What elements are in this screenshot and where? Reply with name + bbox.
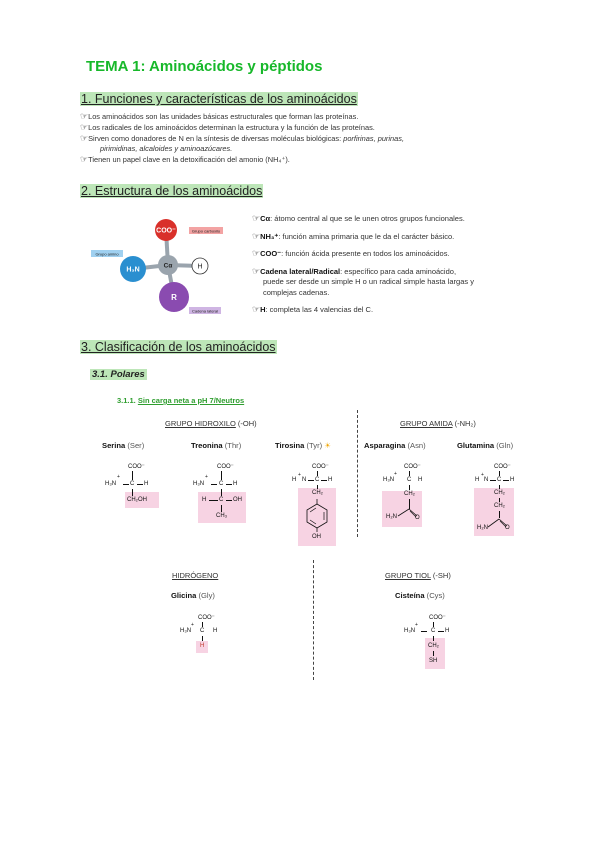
nitrogen: N (302, 477, 307, 483)
aa-serina: Serina (Ser) (102, 441, 145, 450)
methylene: CH₂ (494, 490, 505, 496)
aa-glutamina: Glutamina (Gln) (457, 441, 514, 450)
side-chain: CH₂OH (127, 497, 147, 503)
hydrogen: H (144, 481, 149, 487)
hand-pointer-icon: ☞ (80, 111, 89, 121)
bond (503, 480, 509, 481)
hydroxyl: OH (233, 497, 242, 503)
list-item: ☞Los aminoácidos son las unidades básicas estructurales que forman las proteínas. (80, 111, 359, 121)
hand-pointer-icon: ☞ (252, 304, 261, 314)
hydrogen-side-chain: H (200, 643, 205, 649)
ammonium-h: H (292, 477, 297, 483)
amino-atom-label: H₃N (126, 266, 140, 274)
hydrogen-label: H (197, 263, 203, 271)
aa-asparagina: Asparagina (Asn) (364, 441, 426, 450)
carboxylate: COO⁻ (217, 464, 234, 470)
bond (317, 485, 318, 489)
plus-charge: + (415, 622, 418, 628)
list-item: pirimidinas, alcaloides y aminoazúcares. (100, 144, 233, 153)
ammonium: H₃N (180, 628, 192, 634)
amino-acid-structure-diagram (85, 210, 260, 325)
carboxylate: COO⁻ (404, 464, 421, 470)
beta-carbon: C (219, 497, 224, 503)
plus-charge: + (481, 472, 484, 478)
carboxyl-atom-label: COO⁻ (156, 227, 176, 235)
bond (317, 471, 318, 476)
bond (499, 471, 500, 476)
bond (202, 622, 203, 627)
list-item: complejas cadenas. (263, 287, 330, 297)
bond (438, 631, 444, 632)
divider (357, 410, 358, 537)
bond (226, 500, 232, 501)
list-item: puede ser desde un simple H o un radical simple hasta largas y (263, 277, 474, 286)
plus-charge: + (191, 622, 194, 628)
hand-pointer-icon: ☞ (80, 122, 89, 132)
alpha-carbon: C (200, 628, 205, 634)
aa-glicina: Glicina (Gly) (171, 591, 215, 600)
hand-pointer-icon: ☞ (252, 248, 261, 258)
carbonyl-oxygen: O (505, 525, 510, 531)
subsection-polares: 3.1. Polares (92, 369, 145, 380)
bond (132, 471, 133, 480)
bond (321, 480, 327, 481)
hydrogen: H (510, 477, 515, 483)
carboxylate: COO⁻ (198, 615, 215, 621)
alpha-carbon: C (407, 477, 412, 483)
bond (221, 471, 222, 480)
list-item: ☞NH₃⁺: función amina primaria que le da el carácter básico. (252, 230, 455, 241)
section-2-heading: 2. Estructura de los aminoácidos (81, 184, 263, 198)
list-item: ☞Cα: átomo central al que se le unen otros grupos funcionales. (252, 213, 465, 223)
group-hidrogeno-header: HIDRÓGENO (172, 571, 219, 580)
bond (433, 651, 434, 656)
sun-icon: ☀ (324, 441, 332, 450)
bond (209, 500, 218, 501)
bond (132, 489, 133, 496)
plus-charge: + (298, 472, 301, 478)
ammonium: H₃N (193, 481, 205, 487)
list-item: ☞Sirven como donadores de N en la síntesis de diversas moléculas biológicas: porfirinas, purinas, (80, 133, 404, 143)
alpha-carbon: C (315, 477, 320, 483)
aa-cisteina: Cisteína (Cys) (395, 591, 445, 600)
group-hidroxilo-header: GRUPO HIDROXILO (-OH) (165, 419, 257, 428)
alpha-carbon-label: Cα (163, 262, 173, 270)
methylene: CH₂ (494, 503, 505, 509)
ammonium: H₃N (105, 481, 117, 487)
section-1-bullets (80, 111, 520, 165)
hydrogen: H (202, 497, 207, 503)
methylene: CH₂ (312, 490, 323, 496)
list-item: ☞COO⁻: función ácida presente en todos los aminoácidos. (252, 248, 450, 258)
alpha-carbon: C (130, 481, 135, 487)
methylene: CH₂ (428, 643, 439, 649)
bond (221, 505, 222, 512)
bond (211, 484, 217, 485)
methylene: CH₂ (404, 491, 415, 497)
bond (433, 636, 434, 641)
bond (308, 480, 314, 481)
side-chain-group-label: Cadena lateral (191, 308, 219, 314)
alpha-carbon: C (219, 481, 224, 487)
hydrogen: H (445, 628, 450, 634)
hand-pointer-icon: ☞ (252, 230, 261, 241)
methyl: CH₃ (216, 513, 228, 519)
list-item: ☞Cadena lateral/Radical: específico para cada aminoácido, (252, 265, 457, 276)
bond (499, 498, 500, 502)
bond (409, 485, 410, 490)
hand-pointer-icon: ☞ (252, 265, 261, 276)
bond (226, 484, 232, 485)
bond (499, 485, 500, 489)
group-amida-header: GRUPO AMIDA (-NH₂) (400, 419, 476, 428)
carboxylate: COO⁻ (494, 464, 511, 470)
aa-tirosina: Tirosina (Tyr) ☀ (275, 441, 332, 450)
ammonium: H₃N (404, 628, 416, 634)
carboxyl-group-label: Grupo carboxilo (191, 228, 221, 234)
bond (409, 471, 410, 476)
amide-nitrogen: H₂N (386, 514, 397, 520)
hydrogen: H (418, 477, 423, 483)
hydroxyl: OH (312, 534, 321, 540)
hydrogen: H (328, 477, 333, 483)
bond (137, 484, 143, 485)
bond (433, 622, 434, 627)
list-item: ☞H: completa las 4 valencias del C. (252, 304, 374, 314)
plus-charge: + (394, 471, 397, 477)
amide-nitrogen: H₂N (477, 525, 488, 531)
subsection-neutros: 3.1.1. Sin carga neta a pH 7/Neutros (117, 396, 245, 405)
side-chain-label: R (171, 293, 177, 302)
ammonium-h: H (475, 477, 480, 483)
hydrogen: H (213, 628, 218, 634)
plus-charge: + (205, 474, 208, 480)
list-item: ☞Los radicales de los aminoácidos determinan la estructura y la función de las proteínas. (80, 122, 375, 132)
section-1-heading: 1. Funciones y características de los aminoácidos (81, 92, 357, 106)
carboxylate: COO⁻ (312, 464, 329, 470)
carboxylate: COO⁻ (429, 615, 446, 621)
bond (490, 480, 496, 481)
hand-pointer-icon: ☞ (80, 133, 89, 143)
ammonium: H₃N (383, 477, 395, 483)
list-item: ☞Tienen un papel clave en la detoxificación del amonio (NH₄⁺). (80, 154, 290, 164)
nitrogen: N (484, 477, 489, 483)
hydrogen: H (233, 481, 238, 487)
aa-treonina: Treonina (Thr) (191, 441, 242, 450)
divider (313, 560, 314, 680)
carboxylate: COO⁻ (128, 464, 145, 470)
bond (421, 631, 427, 632)
bond (123, 484, 129, 485)
page-title: TEMA 1: Aminoácidos y péptidos (86, 58, 323, 75)
phenol-ring (302, 499, 332, 533)
alpha-carbon: C (497, 477, 502, 483)
hand-pointer-icon: ☞ (252, 213, 261, 223)
amino-group-label: Grupo amino (95, 251, 119, 257)
bond (221, 489, 222, 496)
hand-pointer-icon: ☞ (80, 154, 89, 164)
section-3-heading: 3. Clasificación de los aminoácidos (81, 340, 276, 354)
bond (202, 636, 203, 641)
thiol: SH (429, 658, 438, 664)
plus-charge: + (117, 474, 120, 480)
group-tiol-header: GRUPO TIOL (-SH) (385, 571, 451, 580)
structure-descriptions (252, 213, 542, 316)
carbonyl-oxygen: O (415, 515, 420, 521)
alpha-carbon: C (431, 628, 436, 634)
